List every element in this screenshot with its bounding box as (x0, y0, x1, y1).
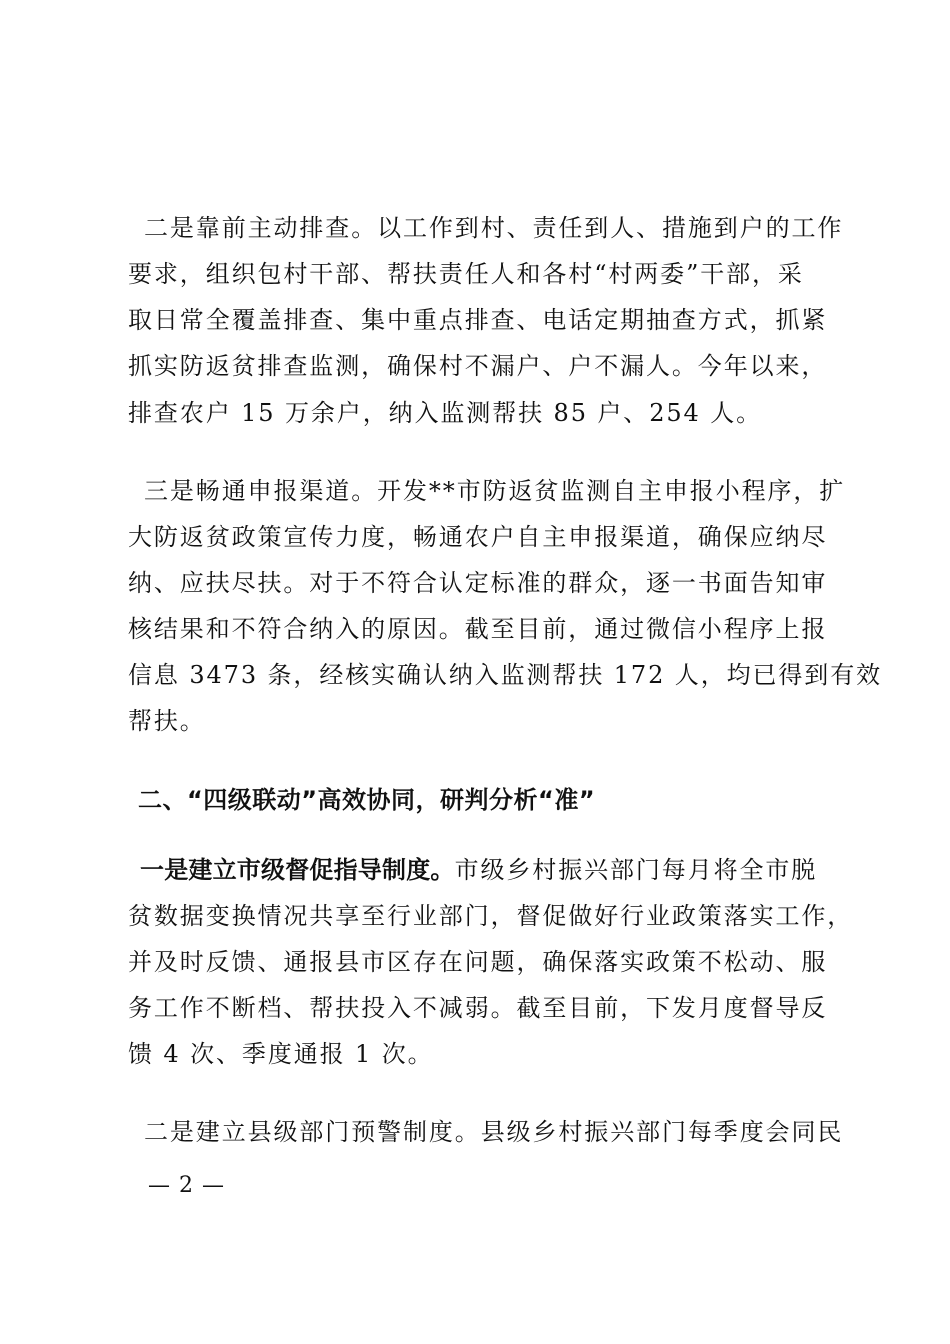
page-number: — 2 — (148, 1173, 225, 1198)
text-line: 核结果和不符合纳入的原因。截至目前，通过微信小程序上报 (128, 615, 828, 643)
text-line: 排查农户 15 万余户，纳入监测帮扶 85 户、254 人。 (128, 399, 763, 427)
bold-lead-phrase: 一是建立市级督促指导制度。 (140, 856, 455, 884)
text-line: 二是建立县级部门预警制度。县级乡村振兴部门每季度会同民 (144, 1118, 844, 1146)
text-line: 三是畅通申报渠道。开发**市防返贫监测自主申报小程序，扩 (144, 477, 846, 505)
text-line: 纳、应扶尽扶。对于不符合认定标准的群众，逐一书面告知审 (128, 569, 828, 597)
text-line: 馈 4 次、季度通报 1 次。 (128, 1040, 434, 1068)
text-line: 贫数据变换情况共享至行业部门，督促做好行业政策落实工作， (128, 902, 854, 930)
text-line: 要求，组织包村干部、帮扶责任人和各村“村两委”干部，采 (128, 260, 804, 288)
text-line: 帮扶。 (128, 707, 206, 735)
text-run: 市级乡村振兴部门每月将全市脱 (454, 856, 818, 884)
text-line: 务工作不断档、帮扶投入不减弱。截至目前，下发月度督导反 (128, 994, 828, 1022)
text-line: 取日常全覆盖排查、集中重点排查、电话定期抽查方式，抓紧 (128, 306, 828, 334)
text-line: 二是靠前主动排查。以工作到村、责任到人、措施到户的工作 (144, 214, 844, 242)
text-line: 抓实防返贫排查监测，确保村不漏户、户不漏人。今年以来， (128, 352, 828, 380)
text-line: 大防返贫政策宣传力度，畅通农户自主申报渠道，确保应纳尽 (128, 523, 828, 551)
text-line: 并及时反馈、通报县市区存在问题，确保落实政策不松动、服 (128, 948, 828, 976)
text-line (140, 853, 817, 887)
section-heading: 二、“四级联动”高效协同，研判分析“准” (138, 786, 596, 814)
text-line: 信息 3473 条，经核实确认纳入监测帮扶 172 人，均已得到有效 (128, 661, 883, 689)
